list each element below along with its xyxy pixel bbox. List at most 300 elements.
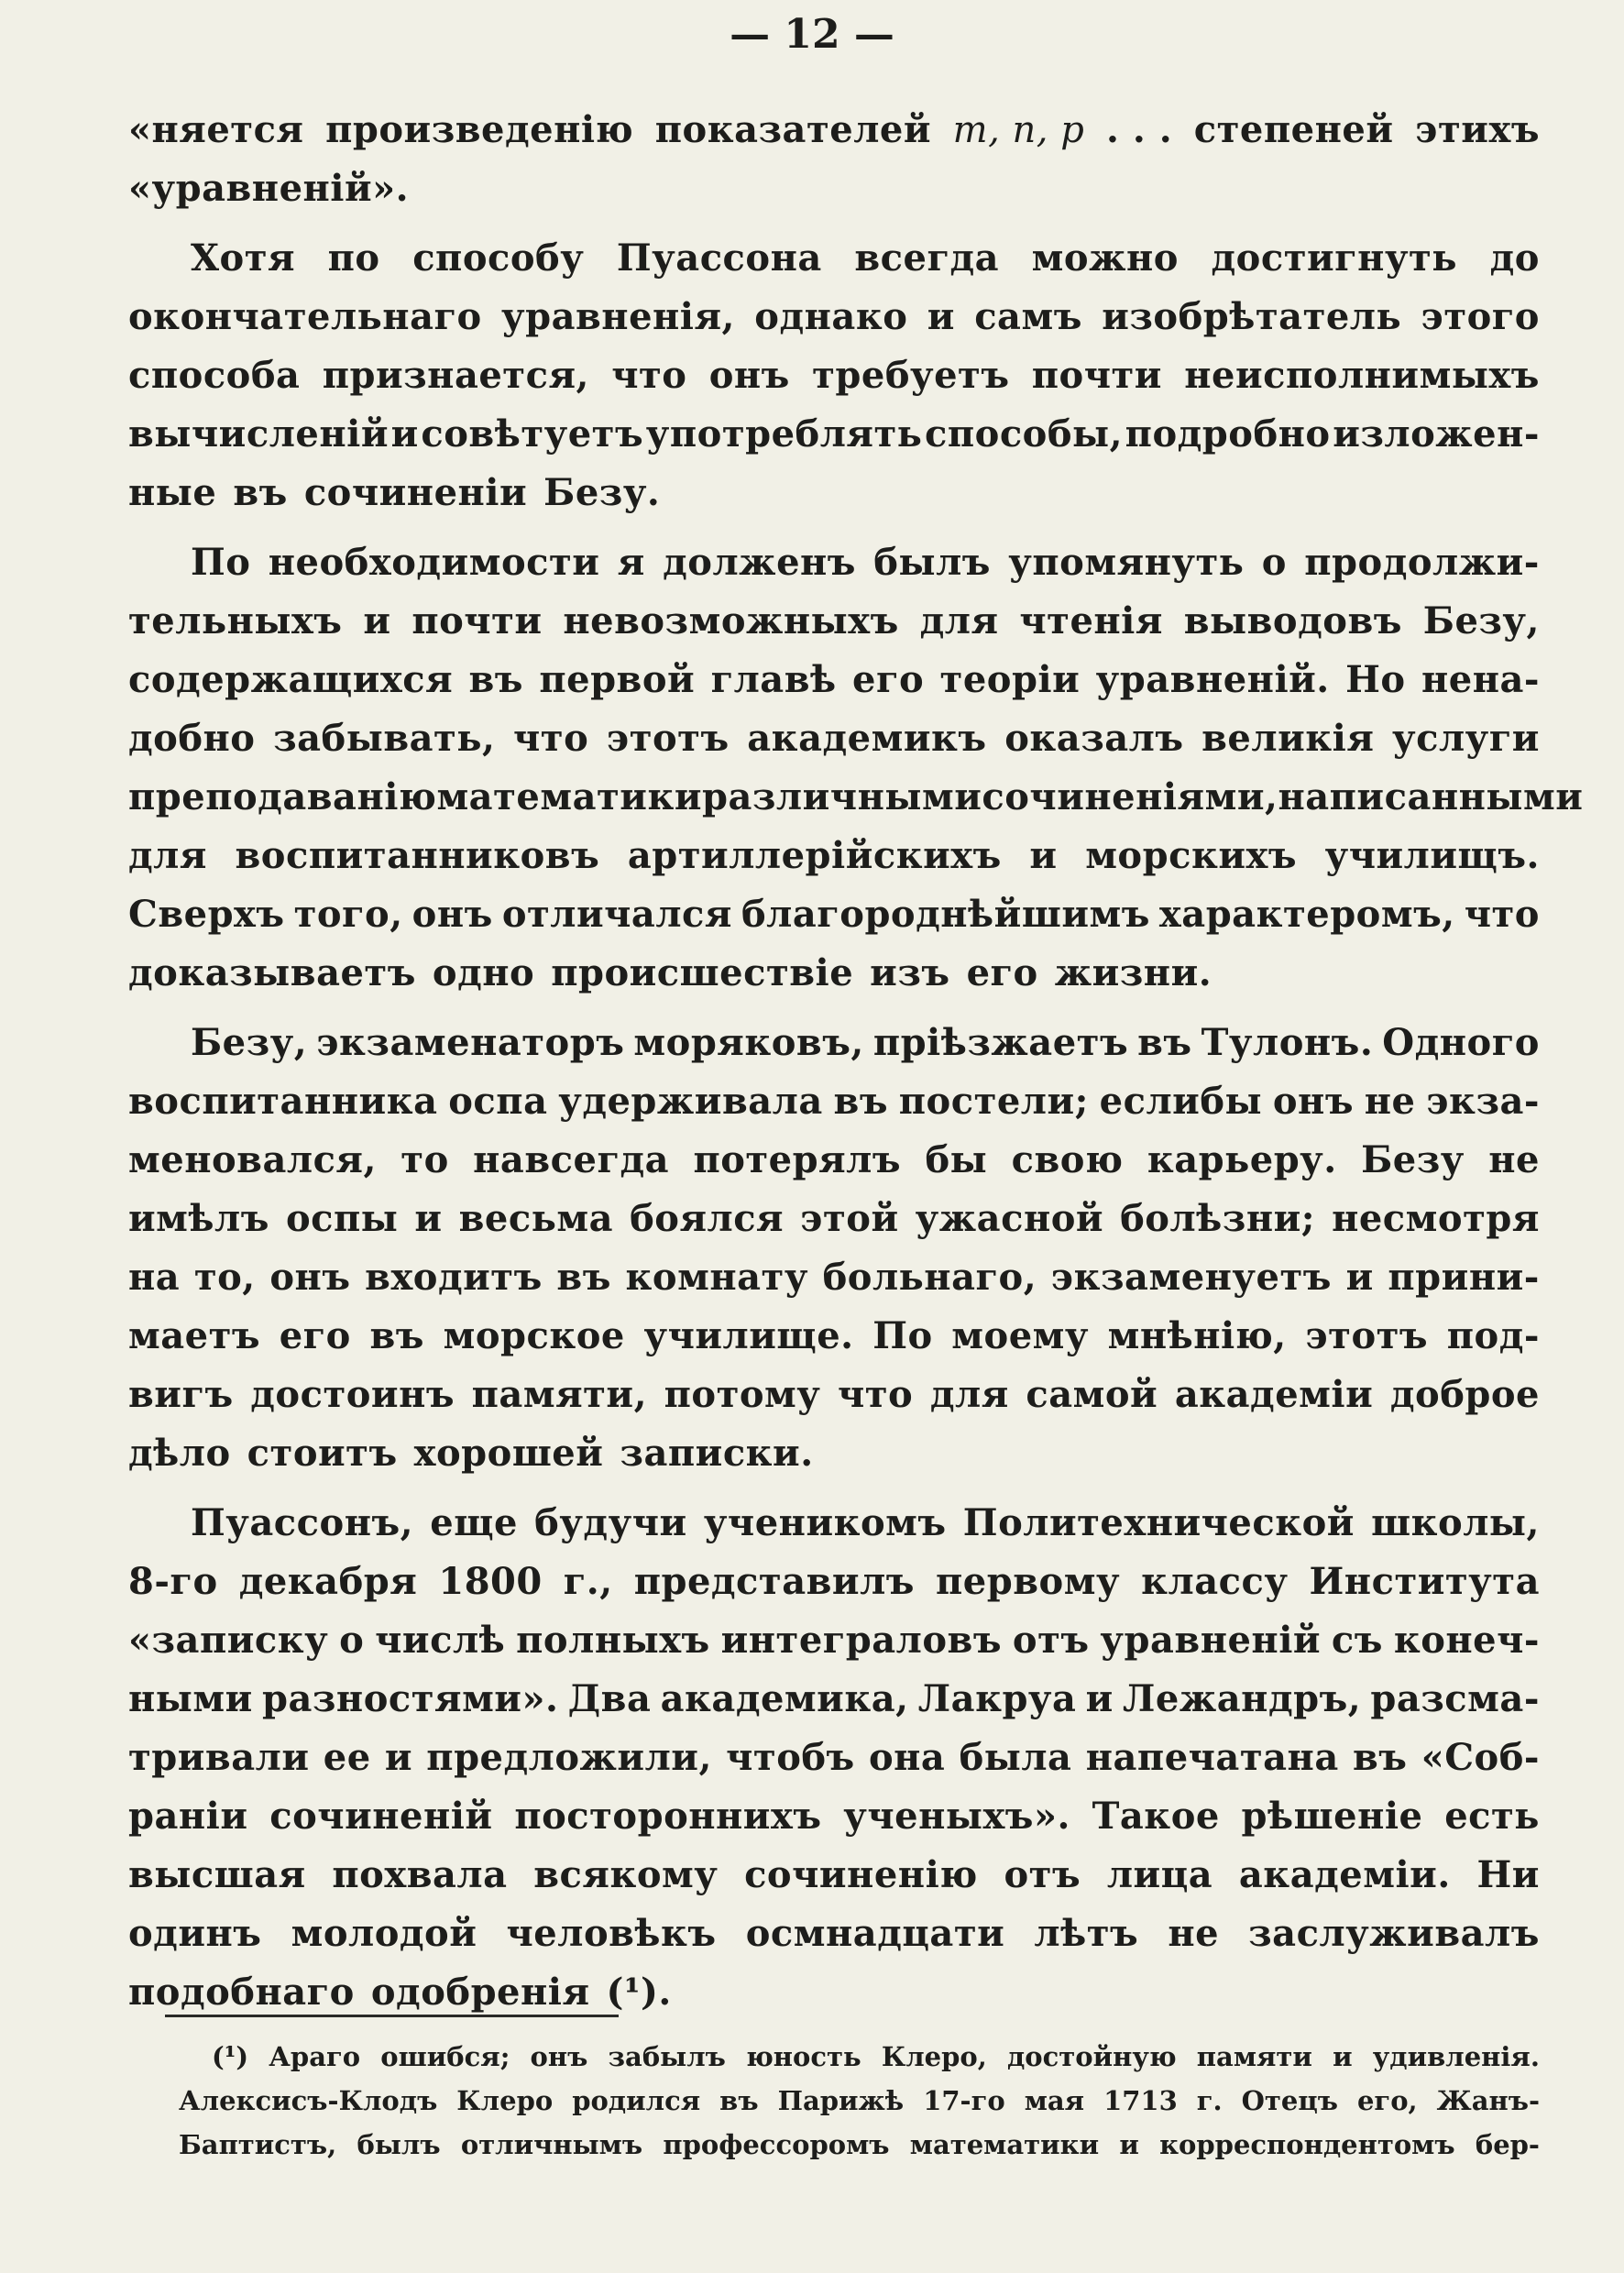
word: уравненія, (501, 295, 735, 338)
word: экзаменуетъ (1050, 1256, 1332, 1299)
word: Араго (269, 2041, 361, 2072)
word: одинъ (128, 1912, 262, 1955)
word: пріѣзжаетъ (872, 1021, 1129, 1064)
word: академіи (1174, 1373, 1374, 1416)
word: входитъ (365, 1256, 543, 1299)
word: 1713 (1103, 2085, 1178, 2116)
word: самъ (974, 295, 1082, 338)
word: Хотя (191, 236, 296, 280)
word: молодой (291, 1912, 477, 1955)
word: что (837, 1373, 914, 1416)
word: способы, (925, 412, 1124, 456)
word: былъ (873, 541, 991, 584)
word: того, (293, 893, 403, 936)
word: былъ (357, 2129, 441, 2160)
word: въ (719, 2085, 759, 2116)
word: долженъ (663, 541, 856, 584)
word: заслуживалъ (1248, 1912, 1540, 1955)
word: представилъ (633, 1560, 915, 1603)
word: на (128, 1256, 181, 1299)
word: всякому (533, 1853, 719, 1896)
word: г., (563, 1560, 613, 1603)
word: вычисленій (128, 412, 389, 456)
word: 17-го (923, 2085, 1005, 2116)
word: окончательнаго (128, 295, 482, 338)
word: оказалъ (1004, 717, 1184, 760)
word: достойную (1006, 2041, 1177, 2072)
word: первой (539, 658, 696, 701)
text-line (128, 1366, 1540, 1424)
text-line (128, 1248, 1540, 1307)
text-line (128, 651, 1540, 709)
word: Безу. (543, 471, 661, 514)
word: рѣшеніе (1241, 1795, 1423, 1838)
text-line (128, 101, 1540, 159)
word: показателей (654, 108, 932, 151)
text-line (128, 827, 1540, 885)
word: для (128, 834, 207, 877)
word: забылъ (608, 2041, 726, 2072)
word: подробно (1125, 412, 1331, 456)
word: чтенія (1019, 599, 1163, 642)
word: изложен- (1333, 412, 1540, 456)
word: под- (1446, 1314, 1540, 1357)
text-line (128, 944, 1540, 1003)
word: «записку (128, 1619, 329, 1662)
word: математики (909, 2129, 1100, 2160)
word: онъ (530, 2041, 588, 2072)
word: произведенію (325, 108, 634, 151)
text-line (128, 1670, 1540, 1729)
word: высшая (128, 1853, 306, 1896)
word: полныхъ (516, 1619, 710, 1662)
word: сочиненію (744, 1853, 978, 1896)
word: содержащихся (128, 658, 454, 701)
word: и (927, 295, 955, 338)
word: и (384, 1736, 413, 1779)
word: не (1364, 1080, 1416, 1123)
word: оспы (285, 1197, 399, 1240)
word: «уравненій». (128, 167, 410, 210)
word: Безу, (1422, 599, 1540, 642)
word: этихъ (1415, 108, 1540, 151)
word: По (872, 1314, 933, 1357)
word: есть (1444, 1795, 1540, 1838)
word: доброе (1389, 1373, 1540, 1416)
word: навсегда (473, 1138, 670, 1181)
word: то, (193, 1256, 256, 1299)
word: этотъ (1305, 1314, 1429, 1357)
word: его (852, 658, 925, 701)
word: «Соб- (1421, 1736, 1540, 1779)
word: академика, (660, 1677, 909, 1720)
text-line (128, 1729, 1540, 1787)
word: (¹). (606, 1971, 672, 2014)
word: комнату (625, 1256, 808, 1299)
word: Политехнической (962, 1501, 1355, 1544)
text-line (128, 405, 1540, 464)
word: первому (936, 1560, 1121, 1603)
word: уравненій (1100, 1619, 1322, 1662)
word: всегда (854, 236, 1000, 280)
word: разсма- (1370, 1677, 1540, 1720)
word: мнѣнію, (1107, 1314, 1287, 1357)
word: памяти (1196, 2041, 1312, 2072)
word: была (959, 1736, 1072, 1779)
text-line (128, 1424, 1540, 1483)
word: меновался, (128, 1138, 377, 1181)
text-line (128, 346, 1540, 405)
word: (¹) (212, 2041, 249, 2072)
word: и (1029, 834, 1058, 877)
word: достигнуть (1211, 236, 1457, 280)
word: математики (436, 775, 703, 818)
word: . . . (1105, 108, 1173, 151)
word: человѣкъ (506, 1912, 717, 1955)
word: требуетъ (812, 354, 1010, 397)
word: чтобъ (726, 1736, 855, 1779)
word: отличнымъ (460, 2129, 643, 2160)
word: напечатана (1085, 1736, 1339, 1779)
word: сочиненій (269, 1795, 493, 1838)
word: я (617, 541, 645, 584)
word: потому (664, 1373, 821, 1416)
word: одобренія (370, 1971, 590, 2014)
word: не (1168, 1912, 1220, 1955)
word: и (414, 1197, 443, 1240)
word: имѣлъ (128, 1197, 269, 1240)
word: нена- (1421, 658, 1540, 701)
word: по (327, 236, 380, 280)
word: Лежандръ, (1123, 1677, 1362, 1720)
word: онъ (269, 1256, 351, 1299)
word: забывать, (273, 717, 496, 760)
word: m, n, p (952, 109, 1085, 151)
word: экзаменаторъ (316, 1021, 625, 1064)
footnote (179, 2035, 1540, 2167)
word: этотъ (606, 717, 730, 760)
word: школы, (1371, 1501, 1540, 1544)
word: сочиненіями, (982, 775, 1278, 818)
word: Но (1345, 658, 1406, 701)
word: въ (369, 1314, 424, 1357)
page-number: — 12 — (730, 11, 894, 58)
word: воспитанника (128, 1080, 438, 1123)
word: способа (128, 354, 301, 397)
word: достоинъ (250, 1373, 455, 1416)
word: онъ (1272, 1080, 1354, 1123)
word: морское (443, 1314, 625, 1357)
word: доказываетъ (128, 951, 416, 994)
word: написанными (1278, 775, 1584, 818)
word: необходимости (268, 541, 600, 584)
word: Клеро (456, 2085, 554, 2116)
word: постороннихъ (514, 1795, 822, 1838)
word: теоріи (939, 658, 1081, 701)
word: способу (412, 236, 585, 280)
footnote-line (179, 2035, 1540, 2079)
word: Алексисъ-Клодъ (179, 2085, 438, 2116)
word: еще (430, 1501, 518, 1544)
word: въ (233, 471, 288, 514)
word: Два (567, 1677, 652, 1720)
word: свою (1011, 1138, 1124, 1181)
word: изобрѣтатель (1102, 295, 1402, 338)
word: Безу, (191, 1021, 308, 1064)
word: можно (1031, 236, 1179, 280)
word: предложили, (426, 1736, 712, 1779)
word: экза- (1426, 1080, 1540, 1123)
word: Отецъ (1241, 2085, 1338, 2116)
word: отъ (1004, 1853, 1081, 1896)
text-line (128, 1787, 1540, 1846)
word: 1800 (438, 1560, 543, 1603)
word: ными (128, 1677, 253, 1720)
word: и (1085, 1677, 1114, 1720)
word: дѣло (128, 1432, 231, 1475)
word: въ (556, 1256, 611, 1299)
word: характеромъ, (1158, 893, 1455, 936)
word: она (868, 1736, 946, 1779)
word: корреспондентомъ (1159, 2129, 1455, 2160)
word: моему (951, 1314, 1089, 1357)
word: Клеро, (881, 2041, 987, 2072)
word: однако (754, 295, 908, 338)
text-line (128, 1963, 1540, 2022)
word: прини- (1388, 1256, 1540, 1299)
word: до (1489, 236, 1540, 280)
word: бы (925, 1138, 988, 1181)
word: этой (800, 1197, 899, 1240)
word: Парижѣ (777, 2085, 905, 2116)
word: уравненій. (1095, 658, 1330, 701)
word: онъ (708, 354, 790, 397)
footnote-line (179, 2123, 1540, 2167)
word: разностями». (262, 1677, 559, 1720)
word: удерживала (558, 1080, 823, 1123)
word: употреблять (645, 412, 923, 456)
word: Института (1309, 1560, 1540, 1603)
text-line (128, 288, 1540, 346)
word: совѣтуетъ (421, 412, 644, 456)
text-line (128, 464, 1540, 522)
word: оспа (448, 1080, 548, 1123)
word: училище. (643, 1314, 854, 1357)
word: г. (1196, 2085, 1223, 2116)
footnote-line (179, 2079, 1540, 2123)
word: сочиненіи (303, 471, 528, 514)
word: родился (572, 2085, 701, 2116)
word: о (1261, 541, 1287, 584)
word: По (191, 541, 251, 584)
word: онъ (411, 893, 493, 936)
word: классу (1141, 1560, 1289, 1603)
text-line (128, 1307, 1540, 1366)
word: будучи (534, 1501, 687, 1544)
word: не (1488, 1138, 1540, 1181)
word: одно (432, 951, 535, 994)
word: конеч- (1393, 1619, 1540, 1662)
word: для (919, 599, 999, 642)
word: Баптистъ, (179, 2129, 337, 2160)
word: интеграловъ (720, 1619, 1003, 1662)
word: Безу (1361, 1138, 1465, 1181)
word: почти (1031, 354, 1162, 397)
word: академіи. (1238, 1853, 1451, 1896)
text-line (128, 1611, 1540, 1670)
word: похвала (332, 1853, 508, 1896)
word: о (339, 1619, 365, 1662)
word: боялся (630, 1197, 785, 1240)
word: карьеру. (1147, 1138, 1337, 1181)
word: Сверхъ (128, 893, 285, 936)
word: юность (746, 2041, 861, 2072)
word: вигъ (128, 1373, 234, 1416)
word: Пуассонъ, (191, 1501, 414, 1544)
word: съ (1331, 1619, 1383, 1662)
footnote-rule (165, 2015, 619, 2017)
text-line (128, 1494, 1540, 1553)
word: его (279, 1314, 351, 1357)
word: 8-го (128, 1560, 218, 1603)
word: и (390, 412, 419, 456)
word: главѣ (710, 658, 837, 701)
word: въ (1352, 1736, 1408, 1779)
word: ученикомъ (703, 1501, 947, 1544)
word: ужасной (915, 1197, 1104, 1240)
word: и (363, 599, 391, 642)
word: Лакруа (917, 1677, 1077, 1720)
text-line (128, 1553, 1540, 1611)
word: великія (1202, 717, 1375, 760)
text-line (128, 533, 1540, 592)
word: что (1464, 893, 1540, 936)
word: еслибы (1099, 1080, 1263, 1123)
word: числѣ (375, 1619, 506, 1662)
word: то (401, 1138, 449, 1181)
word: ошибся; (380, 2041, 510, 2072)
word: неисполнимыхъ (1184, 354, 1540, 397)
word: постели; (898, 1080, 1089, 1123)
word: тривали (128, 1736, 310, 1779)
text-line (128, 159, 1540, 218)
word: мая (1024, 2085, 1085, 2116)
word: что (513, 717, 589, 760)
word: его, (1356, 2085, 1418, 2116)
word: благороднѣйшимъ (741, 893, 1150, 936)
main-text (128, 101, 1584, 2022)
word: болѣзни; (1120, 1197, 1316, 1240)
word: изъ (870, 951, 950, 994)
text-line (128, 768, 1584, 827)
word: его (966, 951, 1038, 994)
text-line (128, 1846, 1540, 1905)
word: раніи (128, 1795, 248, 1838)
text-line (128, 1905, 1540, 1963)
word: лица (1106, 1853, 1213, 1896)
word: отъ (1012, 1619, 1090, 1662)
word: декабря (238, 1560, 418, 1603)
word: Жанъ- (1436, 2085, 1540, 2116)
text-line (128, 709, 1540, 768)
text-line (128, 1014, 1540, 1072)
word: Ни (1476, 1853, 1540, 1896)
word: Такое (1092, 1795, 1220, 1838)
text-line (128, 229, 1540, 288)
word: лѣтъ (1034, 1912, 1139, 1955)
word: осмнадцати (745, 1912, 1005, 1955)
word: этого (1421, 295, 1540, 338)
word: удивленія. (1372, 2041, 1540, 2072)
word: ее (323, 1736, 371, 1779)
word: признается, (322, 354, 589, 397)
word: жизни. (1054, 951, 1213, 994)
word: добно (128, 717, 256, 760)
word: хорошей (413, 1432, 604, 1475)
text-line (128, 1131, 1540, 1190)
word: морскихъ (1085, 834, 1298, 877)
word: въ (833, 1080, 889, 1123)
word: бер- (1475, 2129, 1540, 2160)
word: упомянуть (1008, 541, 1245, 584)
word: и (1333, 2041, 1353, 2072)
word: въ (1137, 1021, 1192, 1064)
word: профессоромъ (663, 2129, 890, 2160)
word: степеней (1193, 108, 1394, 151)
word: Одного (1382, 1021, 1540, 1064)
word: училищъ. (1324, 834, 1540, 877)
word: записки. (620, 1432, 814, 1475)
word: несмотря (1332, 1197, 1540, 1240)
word: Пуассона (616, 236, 822, 280)
word: подобнаго (128, 1971, 355, 2014)
word: самой (1026, 1373, 1158, 1416)
word: невозможныхъ (563, 599, 899, 642)
text-line (128, 885, 1540, 944)
word: отличался (501, 893, 732, 936)
word: академикъ (747, 717, 987, 760)
word: и (1119, 2129, 1139, 2160)
word: въ (468, 658, 523, 701)
text-line (128, 1072, 1540, 1131)
word: маетъ (128, 1314, 261, 1357)
word: стоитъ (247, 1432, 398, 1475)
word: преподаванію (128, 775, 437, 818)
word: артиллерійскихъ (627, 834, 1002, 877)
word: для (929, 1373, 1009, 1416)
word: весьма (458, 1197, 614, 1240)
word: ные (128, 471, 217, 514)
word: «няется (128, 108, 304, 151)
word: моряковъ, (633, 1021, 864, 1064)
word: тельныхъ (128, 599, 343, 642)
word: что (611, 354, 687, 397)
word: и (1345, 1256, 1374, 1299)
word: услуги (1392, 717, 1540, 760)
word: памяти, (471, 1373, 648, 1416)
word: различными (702, 775, 982, 818)
word: почти (411, 599, 543, 642)
word: Тулонъ. (1201, 1021, 1374, 1064)
text-line (128, 592, 1540, 651)
word: ученыхъ». (843, 1795, 1070, 1838)
word: происшествіе (551, 951, 854, 994)
word: выводовъ (1183, 599, 1402, 642)
word: воспитанниковъ (235, 834, 600, 877)
word: продолжи- (1304, 541, 1540, 584)
text-line (128, 1190, 1540, 1248)
word: потерялъ (693, 1138, 902, 1181)
